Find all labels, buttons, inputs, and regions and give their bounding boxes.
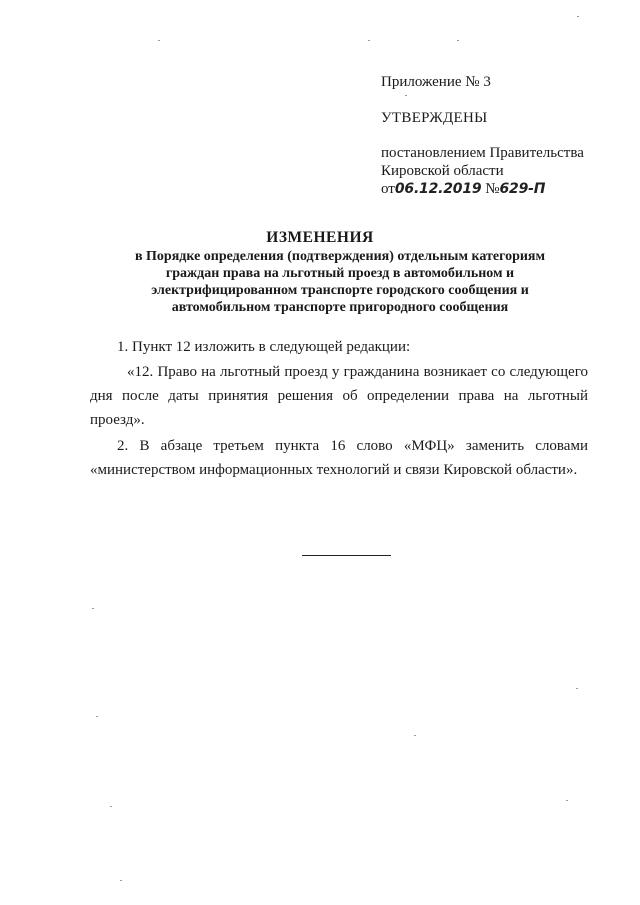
number-sign: № [485,181,500,197]
scan-speck [110,806,112,807]
decree-date-number [381,181,545,198]
subtitle-line: электрифицированном транспорте городского сообщения и [151,283,529,298]
end-divider-line [302,555,391,556]
scan-speck [368,40,370,41]
scan-speck [92,608,94,609]
scan-speck [96,716,98,717]
paragraph-3: 2. В абзаце третьем пункта 16 слово «МФЦ» заменить словами «министерством информационных технологий и связи Кировской области». [90,438,588,478]
scan-speck [576,688,578,689]
document-subtitle [90,248,590,316]
paragraph-2-wrapper [90,360,588,432]
scan-speck [414,735,416,736]
subtitle-line: в Порядке определения (подтверждения) отдельным категориям [134,249,546,264]
decree-line-2: Кировской области [381,163,504,179]
subtitle-line: граждан права на льготный проезд в автомобильном и [165,266,515,281]
handwritten-number: 629-П [499,181,546,197]
decree-line-1: постановлением Правительства [381,145,584,161]
approved-label: УТВЕРЖДЕНЫ [381,110,488,126]
decree-from-prefix: от [381,181,395,197]
paragraph-3-wrapper [90,434,588,482]
scan-speck [120,880,122,881]
scan-speck [577,16,579,17]
scan-speck [457,40,459,41]
scan-speck [566,800,568,801]
document-title: ИЗМЕНЕНИЯ [266,229,374,246]
paragraph-2: «12. Право на льготный проезд у гражданина возникает со следующего дня после даты принятия решения об определении права на льготный проезд». [90,364,588,428]
appendix-label: Приложение № 3 [381,74,491,90]
scan-speck [405,95,407,96]
scan-speck [158,40,160,41]
handwritten-date: 06.12.2019 [394,181,482,197]
paragraph-1: 1. Пункт 12 изложить в следующей редакции: [117,339,411,355]
subtitle-line: автомобильном транспорте пригородного сообщения [171,300,509,315]
